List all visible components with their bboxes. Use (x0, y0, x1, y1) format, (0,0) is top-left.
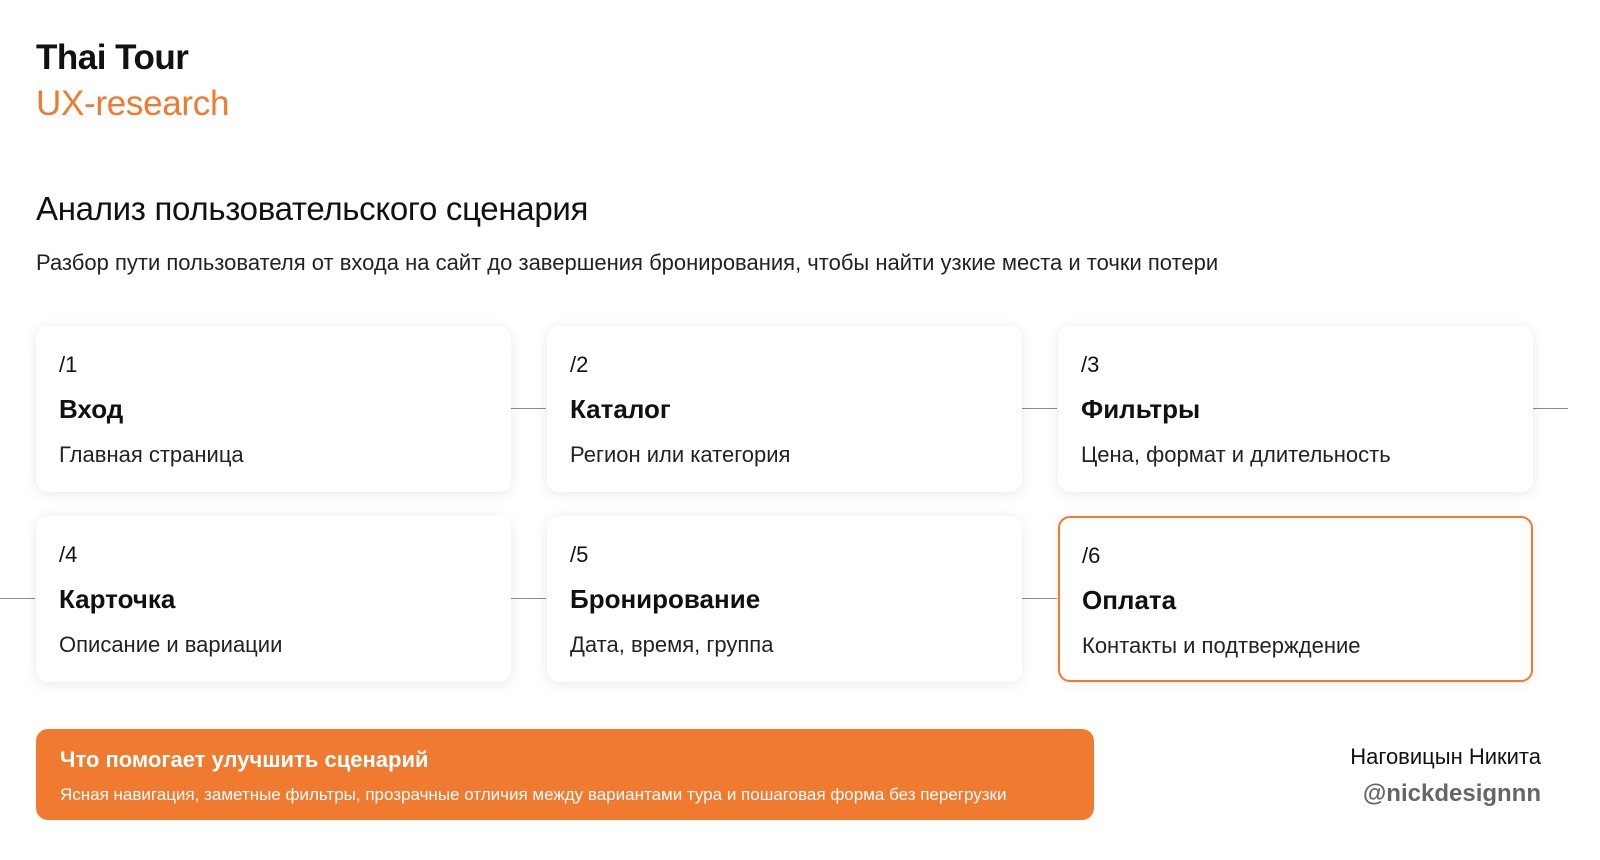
step-number: /6 (1082, 543, 1101, 568)
brand-title: Thai Tour (36, 38, 189, 77)
connector-3-out (1533, 408, 1568, 409)
step-description: Контакты и подтверждение (1082, 633, 1361, 658)
step-card-4 (36, 516, 511, 682)
author-name: Наговицын Никита (1350, 744, 1541, 769)
step-description: Главная страница (59, 442, 244, 467)
step-card-2 (547, 326, 1022, 492)
step-name: Оплата (1082, 585, 1177, 615)
step-number: /2 (570, 352, 589, 377)
step-description: Описание и вариации (59, 632, 283, 657)
step-name: Вход (59, 394, 124, 424)
step-number: /4 (59, 542, 78, 567)
step-name: Фильтры (1081, 394, 1201, 424)
author-handle: @nickdesignnn (1362, 780, 1541, 807)
step-card-1 (36, 326, 511, 492)
step-description: Дата, время, группа (570, 632, 774, 657)
step-card-5 (547, 516, 1022, 682)
step-description: Регион или категория (570, 442, 791, 467)
step-card-3 (1058, 326, 1533, 492)
step-name: Каталог (570, 394, 671, 424)
step-description: Цена, формат и длительность (1081, 442, 1391, 467)
connector-2-3 (1022, 408, 1057, 409)
step-number: /1 (59, 352, 78, 377)
connector-in-4 (0, 598, 35, 599)
step-card-6-highlighted (1058, 516, 1533, 682)
step-name: Бронирование (570, 584, 761, 614)
connector-5-6 (1022, 598, 1057, 599)
step-number: /3 (1081, 352, 1100, 377)
step-name: Карточка (59, 584, 176, 614)
connector-1-2 (511, 408, 546, 409)
brand-subtitle: UX-research (36, 84, 230, 123)
section-description: Разбор пути пользователя от входа на сайт до завершения бронирования, чтобы найти узкие места и точки потери (36, 250, 1219, 275)
improvement-banner (36, 729, 1094, 820)
step-number: /5 (570, 542, 589, 567)
section-title: Анализ пользовательского сценария (36, 190, 589, 227)
banner-title: Что помогает улучшить сценарий (60, 747, 429, 772)
connector-4-5 (511, 598, 546, 599)
banner-text: Ясная навигация, заметные фильтры, прозрачные отличия между вариантами тура и пошаговая форма без перегрузки (60, 785, 1007, 804)
